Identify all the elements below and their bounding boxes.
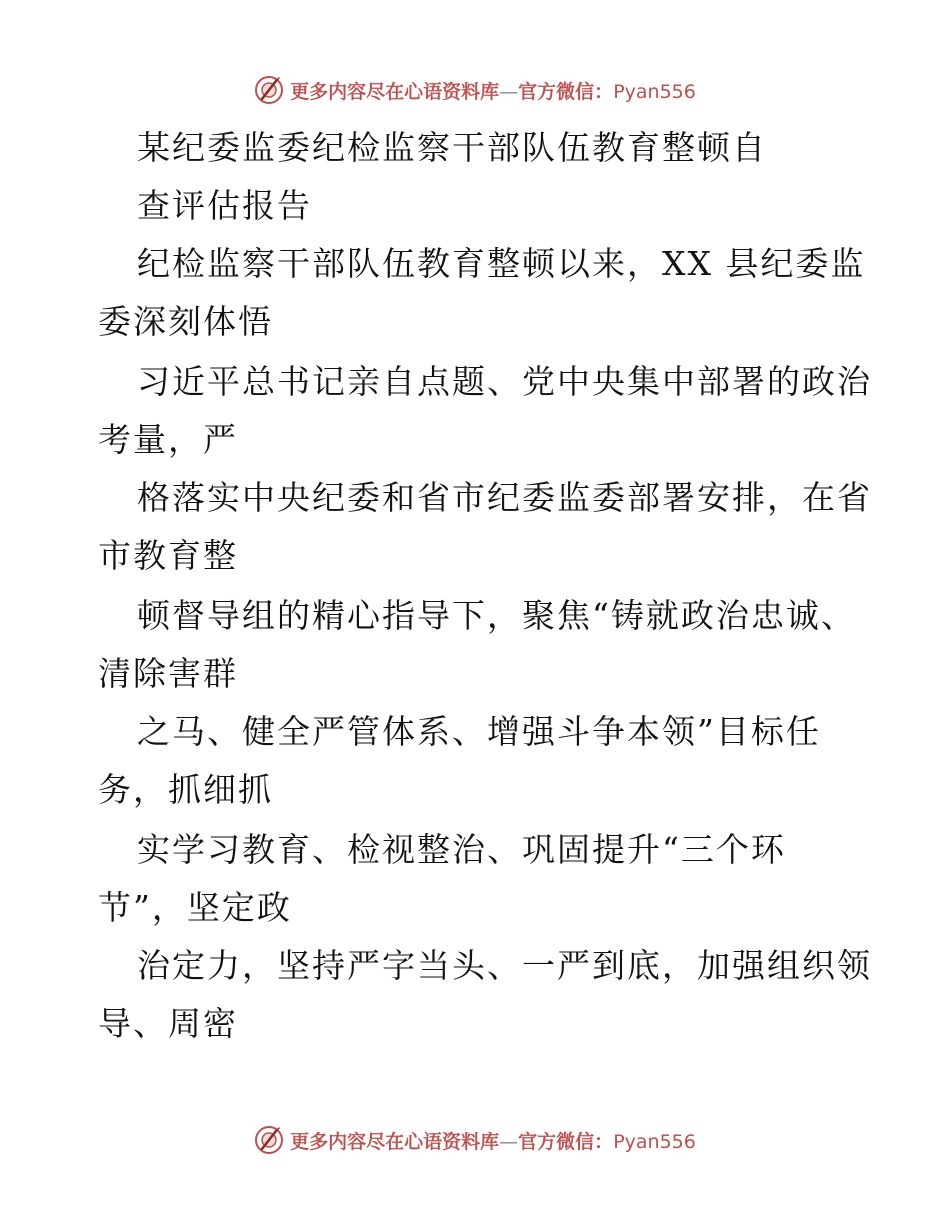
doc-line-15: 治定力，坚持严字当头、一严到底，加强组织领 <box>137 946 872 985</box>
watermark-id: Pyan556 <box>613 1130 696 1153</box>
doc-line-5: 习近平总书记亲自点题、党中央集中部署的政治 <box>137 362 872 401</box>
watermark-label: 官方微信： <box>518 80 614 103</box>
footer-watermark <box>0 1120 950 1160</box>
watermark-main: 更多内容尽在心语资料库 <box>290 80 500 103</box>
doc-line-14: 节”，坚定政 <box>98 888 292 927</box>
watermark-separator: — <box>499 80 519 103</box>
doc-line-9: 顿督导组的精心指导下，聚焦“铸就政治忠诚、 <box>137 596 856 635</box>
doc-line-4: 委深刻体悟 <box>98 302 273 341</box>
brush-logo-icon <box>254 1125 284 1155</box>
doc-line-8: 市教育整 <box>98 536 238 575</box>
watermark-label: 官方微信： <box>518 1130 614 1153</box>
doc-line-16: 导、周密 <box>98 1004 238 1043</box>
doc-line-2: 查评估报告 <box>137 186 312 225</box>
doc-line-3: 纪检监察干部队伍教育整顿以来，XX 县纪委监 <box>137 244 866 283</box>
watermark-text <box>290 1127 696 1154</box>
doc-line-7: 格落实中央纪委和省市纪委监委部署安排，在省 <box>137 478 872 517</box>
watermark-separator: — <box>499 1130 519 1153</box>
header-watermark <box>0 70 950 110</box>
watermark-id: Pyan556 <box>613 80 696 103</box>
doc-line-6: 考量，严 <box>98 420 238 459</box>
watermark-main: 更多内容尽在心语资料库 <box>290 1130 500 1153</box>
doc-line-12: 务，抓细抓 <box>98 770 273 809</box>
watermark-text <box>290 77 696 104</box>
doc-line-1: 某纪委监委纪检监察干部队伍教育整顿自 <box>137 128 767 167</box>
doc-line-13: 实学习教育、检视整治、巩固提升“三个环 <box>137 830 786 869</box>
doc-line-10: 清除害群 <box>98 654 238 693</box>
brush-logo-icon <box>254 75 284 105</box>
doc-line-11: 之马、健全严管体系、增强斗争本领”目标任 <box>137 712 821 751</box>
